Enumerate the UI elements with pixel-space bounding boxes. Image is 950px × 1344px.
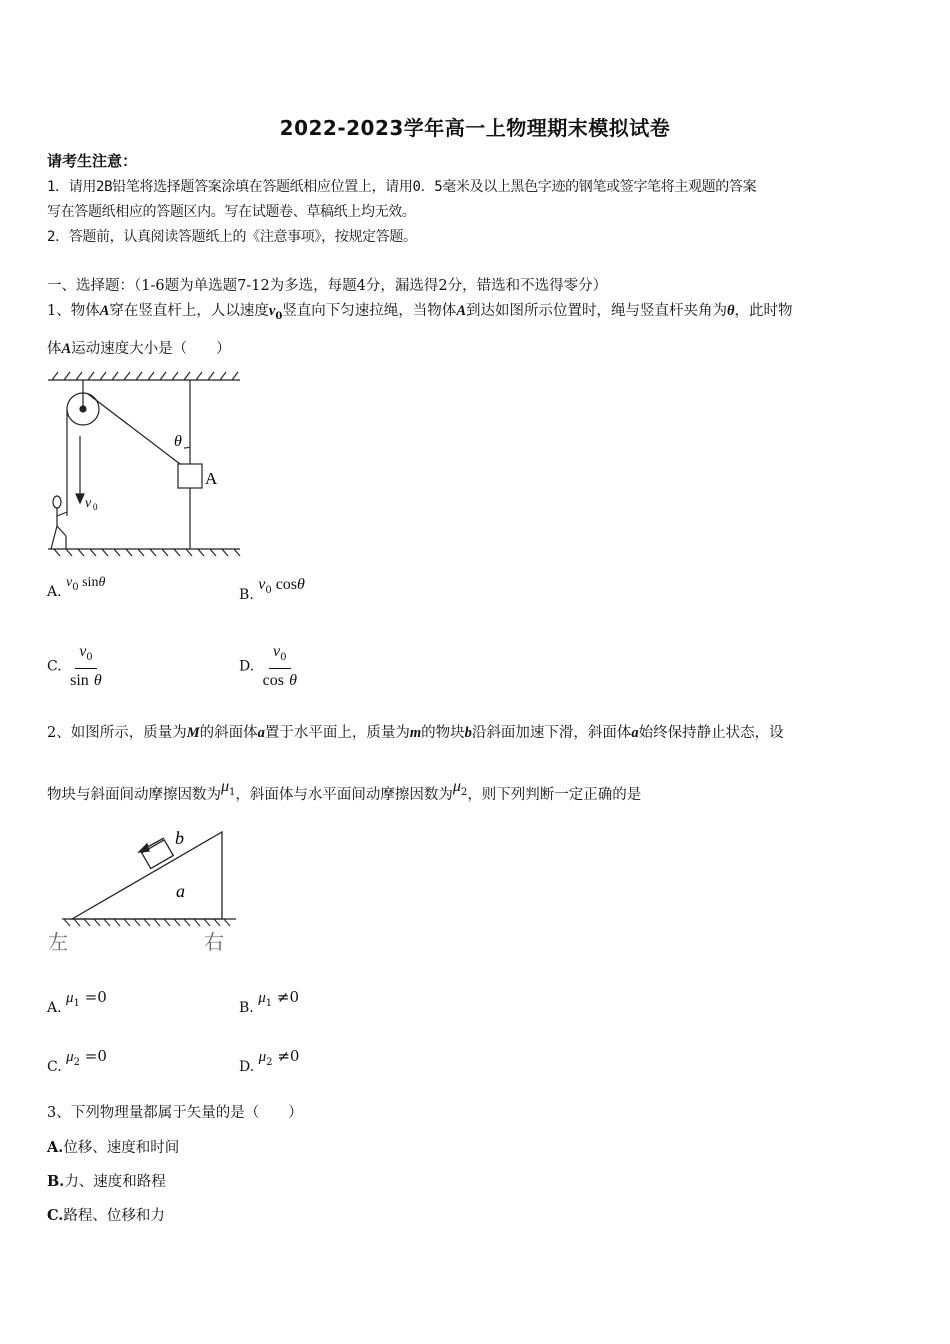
rope-slanted bbox=[88, 394, 180, 464]
page-title: 2022-2023学年高一上物理期末模拟试卷 bbox=[279, 116, 671, 140]
block-arrow-head bbox=[139, 844, 149, 852]
q1-option-d[interactable]: D. $\frac{v_0}{\text{cos θ}}$ bbox=[239, 643, 297, 690]
q3-option-c[interactable]: C.路程、位移和力 bbox=[47, 1207, 165, 1224]
q2-incline-figure bbox=[44, 822, 244, 957]
velocity-arrow-head bbox=[76, 494, 84, 503]
person-figure bbox=[51, 496, 67, 549]
theta-arc bbox=[184, 447, 190, 448]
label-left: 左 bbox=[48, 932, 68, 954]
section-heading: 一、选择题：（1-6题为单选题7-12为多选，每题4分，漏选得2分，错选和不选得零分） bbox=[47, 278, 608, 294]
theta-label: θ bbox=[174, 433, 182, 450]
q1-option-b[interactable]: B. $v_0$ cosθ bbox=[239, 576, 305, 603]
notice-item-2: 2．答题前，认真阅读答题纸上的《注意事项》，按规定答题。 bbox=[47, 229, 417, 245]
q3-option-b[interactable]: B.力、速度和路程 bbox=[47, 1173, 166, 1190]
label-a: a bbox=[176, 881, 185, 901]
q1-option-c[interactable]: C. $\frac{v_0}{\text{sin θ}}$ bbox=[47, 643, 102, 690]
q2-option-a[interactable]: A. $\mu_1 =0$ bbox=[47, 988, 107, 1016]
notice-item-1b: 写在答题纸相应的答题区内。写在试题卷、草稿纸上均无效。 bbox=[47, 204, 416, 220]
q2-option-d[interactable]: D. $\mu_2 \ne 0$ bbox=[239, 1047, 300, 1075]
q1-option-a[interactable]: A. $v_0$ sinθ bbox=[47, 575, 106, 600]
label-right: 右 bbox=[204, 932, 224, 954]
q2-option-c[interactable]: C. $\mu_2 =0$ bbox=[47, 1047, 107, 1075]
q2-stem-line1: 2、如图所示，质量为M的斜面体a置于水平面上，质量为m的物块b沿斜面加速下滑，斜面体a始终保持静止状态，设 bbox=[47, 725, 784, 741]
ceiling-hatch bbox=[52, 372, 238, 380]
q2-stem-line2: 物块与斜面间动摩擦因数为$\mu_1$，斜面体与水平面间动摩擦因数为$\mu_2$，则下列判断一定正确的是 bbox=[47, 778, 642, 803]
block-label: A bbox=[205, 469, 218, 488]
q2-option-b[interactable]: B. $\mu_1 \ne 0$ bbox=[239, 988, 299, 1016]
ground-hatch bbox=[64, 919, 230, 926]
q3-option-a[interactable]: A.位移、速度和时间 bbox=[47, 1139, 180, 1156]
floor-hatch bbox=[54, 549, 240, 556]
q3-stem: 3、下列物理量都属于矢量的是（ ） bbox=[47, 1105, 303, 1121]
pulley-axle bbox=[80, 406, 86, 412]
notice-item-1a: 1．请用2B铅笔将选择题答案涂填在答题纸相应位置上，请用0．5毫米及以上黑色字迹的钢笔或签字笔将主观题的答案 bbox=[47, 179, 757, 195]
q1-stem-line1: 1、物体A穿在竖直杆上，人以速度$v_0$竖直向下匀速拉绳，当物体A到达如图所示位置时，绳与竖直杆夹角为θ，此时物 bbox=[47, 303, 793, 322]
notice-heading: 请考生注意： bbox=[47, 152, 138, 170]
velocity-label-sub: 0 bbox=[93, 502, 98, 512]
label-b: b bbox=[175, 828, 184, 848]
q1-stem-line2: 体A运动速度大小是（ ） bbox=[47, 341, 231, 357]
velocity-label: v bbox=[85, 496, 92, 511]
q1-pulley-figure bbox=[44, 366, 244, 561]
block-A bbox=[178, 464, 202, 488]
